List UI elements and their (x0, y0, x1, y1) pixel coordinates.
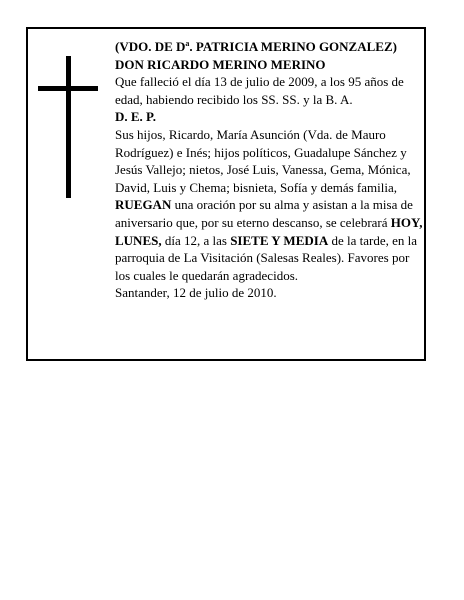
cross-horizontal-bar (38, 86, 98, 91)
deceased-name: DON RICARDO MERINO MERINO (115, 56, 326, 72)
obituary-notice (26, 27, 426, 361)
cross-vertical-bar (66, 56, 71, 198)
notice-text (115, 38, 423, 302)
place-date: Santander, 12 de julio de 2010. (115, 285, 277, 301)
mass-request: RUEGAN una oración por su alma y asistan a la misa de aniversario que, por su eterno descanso, se celebrará HOY, LUNES, día 12, a las SIETE Y MEDIA de la tarde, en la parroquia de La Visitación (Salesas Reales). Favores por los cuales le quedarán agradecidos. (115, 197, 423, 283)
cross-icon (38, 56, 98, 198)
death-info: Que falleció el día 13 de julio de 2009, a los 95 años de edad, habiendo recibido los SS. SS. y la B. A. (115, 74, 404, 107)
family-list: Sus hijos, Ricardo, María Asunción (Vda. de Mauro Rodríguez) e Inés; hijos políticos, Guadalupe Sánchez y Jesús Vallejo; nietos, José Luis, Vanessa, Gema, Mónica, David, Luis y Chema; bisnieta, Sofía y demás familia, (115, 126, 411, 195)
rip-line: D. E. P. (115, 109, 157, 125)
widow-header: (VDO. DE $D^a$. PATRICIA MERINO GONZALEZ) (115, 39, 397, 54)
